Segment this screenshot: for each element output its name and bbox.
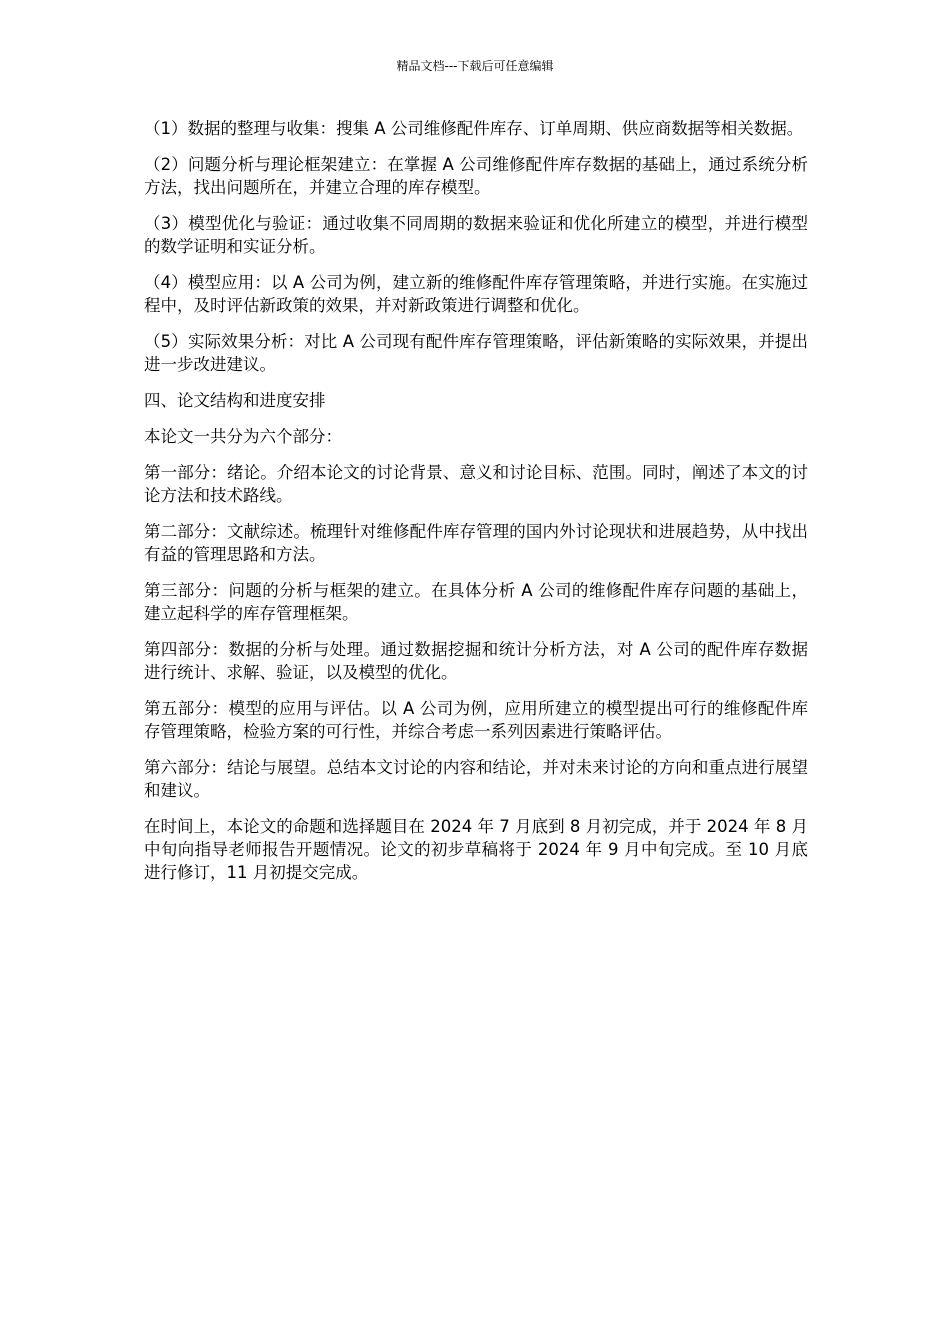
- part-4-paragraph: 第四部分：数据的分析与处理。通过数据挖掘和统计分析方法，对 A 公司的配件库存数据进行统计、求解、验证，以及模型的优化。: [144, 640, 808, 682]
- page-header: 精品文档---下载后可任意编辑: [396, 59, 554, 73]
- structure-intro-paragraph: 本论文一共分为六个部分：: [144, 427, 342, 446]
- schedule-paragraph: 在时间上，本论文的命题和选择题目在 2024 年 7 月底到 8 月初完成，并于 2024 年 8 月中旬向指导老师报告开题情况。论文的初步草稿将于 2024 年 9 月中旬完成。至 10 月底进行修订，11 月初提交完成。: [144, 817, 808, 882]
- step-4-paragraph: （4）模型应用：以 A 公司为例，建立新的维修配件库存管理策略，并进行实施。在实施过程中，及时评估新政策的效果，并对新政策进行调整和优化。: [144, 273, 808, 315]
- part-2-paragraph: 第二部分：文献综述。梳理针对维修配件库存管理的国内外讨论现状和进展趋势，从中找出有益的管理思路和方法。: [144, 522, 808, 564]
- step-3-paragraph: （3）模型优化与验证：通过收集不同周期的数据来验证和优化所建立的模型，并进行模型的数学证明和实证分析。: [144, 214, 808, 256]
- part-3-paragraph: 第三部分：问题的分析与框架的建立。在具体分析 A 公司的维修配件库存问题的基础上，建立起科学的库存管理框架。: [144, 581, 808, 623]
- part-5-paragraph: 第五部分：模型的应用与评估。以 A 公司为例，应用所建立的模型提出可行的维修配件库存管理策略，检验方案的可行性，并综合考虑一系列因素进行策略评估。: [144, 699, 808, 741]
- section-heading: 四、论文结构和进度安排: [144, 391, 326, 410]
- part-6-paragraph: 第六部分：结论与展望。总结本文讨论的内容和结论，并对未来讨论的方向和重点进行展望和建议。: [144, 758, 808, 800]
- step-1-paragraph: （1）数据的整理与收集：搜集 A 公司维修配件库存、订单周期、供应商数据等相关数据。: [144, 119, 804, 138]
- part-1-paragraph: 第一部分：绪论。介绍本论文的讨论背景、意义和讨论目标、范围。同时，阐述了本文的讨论方法和技术路线。: [144, 463, 808, 505]
- step-2-paragraph: （2）问题分析与理论框架建立：在掌握 A 公司维修配件库存数据的基础上，通过系统分析方法，找出问题所在，并建立合理的库存模型。: [144, 155, 808, 197]
- document-body: [144, 117, 808, 897]
- step-5-paragraph: （5）实际效果分析：对比 A 公司现有配件库存管理策略，评估新策略的实际效果，并提出进一步改进建议。: [144, 332, 808, 374]
